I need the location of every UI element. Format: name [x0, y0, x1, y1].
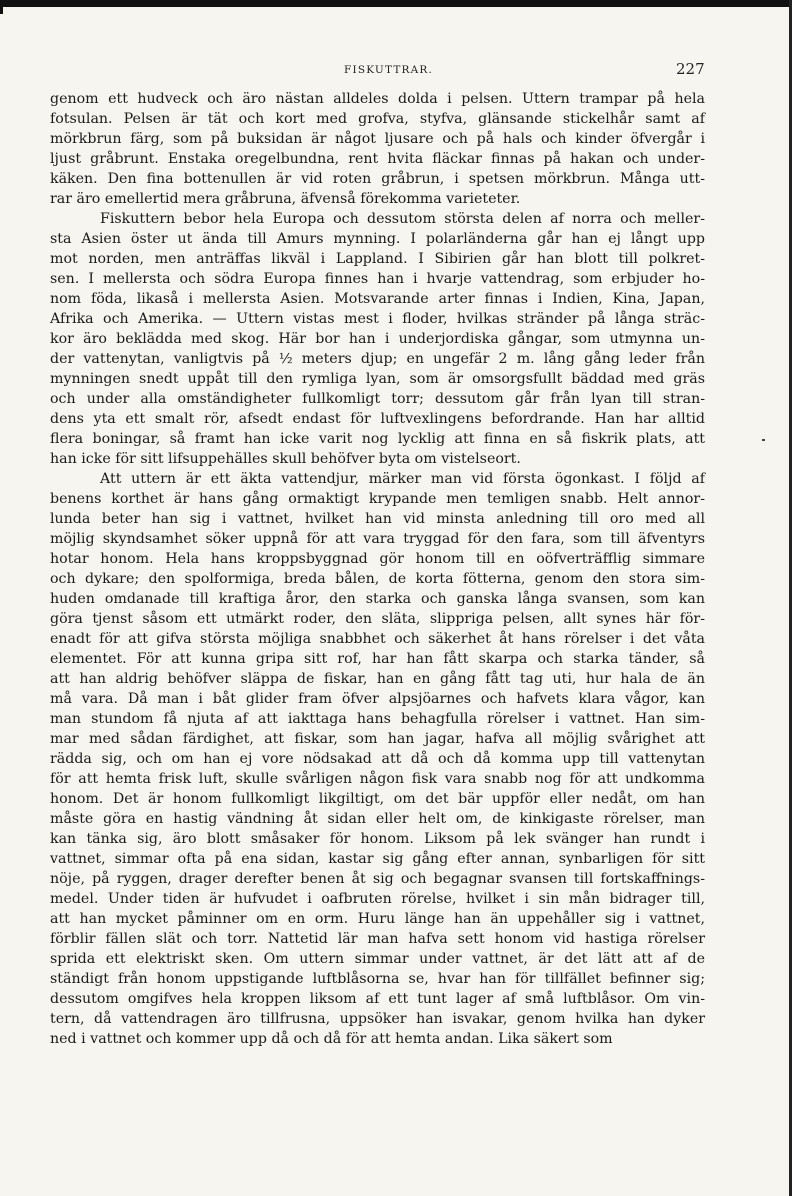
- paragraph-1-line: ljust gråbrunt. Enstaka oregelbundna, rent hvita fläckar finnas på hakan och under-: [50, 151, 705, 167]
- paragraph-2-line: sen. I mellersta och södra Europa finnes han i hvarje vattendrag, som erbjuder ho-: [50, 271, 705, 287]
- paragraph-1-line: genom ett hudveck och äro nästan alldeles dolda i pelsen. Uttern trampar på hela: [50, 91, 705, 107]
- paragraph-2-line: sta Asien öster ut ända till Amurs mynning. I polarländerna går han ej långt upp: [50, 231, 705, 247]
- page-number: 227: [676, 60, 705, 78]
- paragraph-3-line: ständigt från honom uppstigande luftblåsorna se, hvar han för tillfället befinner sig;: [50, 971, 705, 987]
- paragraph-1-line: rar äro emellertid mera gråbruna, äfvenså förekomma varieteter.: [50, 191, 521, 207]
- paragraph-3-line: måste göra en hastig vändning åt sidan eller helt om, de kinkigaste rörelser, man: [50, 811, 705, 827]
- body-text: [50, 89, 705, 1049]
- paragraph-3-line: rädda sig, och om han ej vore nödsakad att då och då komma upp till vattenytan: [50, 751, 705, 767]
- paragraph-3-line: möjlig skyndsamhet söker uppnå för att vara tryggad för den fara, som till äfventyrs: [50, 531, 705, 547]
- paragraph-2-line: der vattenytan, vanligtvis på ½ meters djup; en ungefär 2 m. lång gång leder från: [50, 351, 705, 367]
- paragraph-3-line: elementet. För att kunna gripa sitt rof, har han fått skarpa och starka tänder, så: [50, 651, 705, 667]
- paragraph-3-line: huden omdanade till kraftiga åror, den starka och ganska långa svansen, som kan: [50, 591, 705, 607]
- paragraph-2-line: han icke för sitt lifsuppehälles skull behöfver byta om vistelseort.: [50, 451, 521, 467]
- paragraph-1-line: mörkbrun färg, som på buksidan är något ljusare och på hals och kinder öfvergår i: [50, 131, 705, 147]
- paragraph-3-line: medel. Under tiden är hufvudet i oafbruten rörelse, hvilket i sin mån bidrager till,: [50, 891, 705, 907]
- paragraph-3-line: dessutom omgifves hela kroppen liksom af ett tunt lager af små luftblåsor. Om vin-: [50, 991, 705, 1007]
- paragraph-3-line: Att uttern är ett äkta vattendjur, märker man vid första ögonkast. I följd af: [100, 471, 705, 487]
- paragraph-3-line: vattnet, simmar ofta på ena sidan, kastar sig gång efter annan, synbarligen för sitt: [50, 851, 705, 867]
- paragraph-3-line: enadt för att gifva största möjliga snabbhet och säkerhet åt hans rörelser i det våta: [50, 631, 705, 647]
- margin-speck: [762, 439, 765, 441]
- paragraph-3-line: nöje, på ryggen, drager derefter benen åt sig och begagnar svansen till fortskaffnings-: [50, 871, 705, 887]
- scan-top-border: [0, 0, 792, 7]
- paragraph-2-line: och under alla omständigheter fullkomligt torr; dessutom går från lyan till stran-: [50, 391, 705, 407]
- running-head: [0, 60, 792, 84]
- paragraph-2-line: mot norden, men anträffas likväl i Lappland. I Sibirien går han blott till polkret-: [50, 251, 705, 267]
- paragraph-2-line: nom föda, likaså i mellersta Asien. Motsvarande arter finnas i Indien, Kina, Japan,: [50, 291, 705, 307]
- paragraph-3-line: göra tjenst såsom ett utmärkt roder, den släta, slippriga pelsen, allt synes här för-: [50, 611, 705, 627]
- paragraph-3-line: tern, då vattendragen äro tillfrusna, uppsöker han isvakar, genom hvilka han dyker: [50, 1011, 705, 1027]
- paragraph-3-line: för att hemta frisk luft, skulle svårligen någon fisk vara snabb nog för att undkomma: [50, 771, 705, 787]
- paragraph-3-line: ned i vattnet och kommer upp då och då för att hemta andan. Lika säkert som: [50, 1031, 613, 1047]
- paragraph-3-line: honom. Det är honom fullkomligt likgiltigt, om det bär uppför eller nedåt, om han: [50, 791, 705, 807]
- running-head-title: FISKUTTRAR.: [344, 64, 434, 76]
- paragraph-3-line: man stundom få njuta af att iakttaga hans behagfulla rörelser i vattnet. Han sim-: [50, 711, 705, 727]
- paragraph-3-line: hotar honom. Hela hans kroppsbyggnad gör honom till en oöfverträfflig simmare: [50, 551, 705, 567]
- paragraph-2-line: kor äro beklädda med skog. Här bor han i underjordiska gångar, som utmynna un-: [50, 331, 705, 347]
- paragraph-2-line: flera boningar, så framt han icke varit nog lycklig att finna en så fiskrik plats, att: [50, 431, 705, 447]
- paragraph-2-line: dens yta ett smalt rör, afsedt endast för luftvexlingens befordrande. Han har alltid: [50, 411, 705, 427]
- paragraph-2-line: Fiskuttern bebor hela Europa och dessutom största delen af norra och meller-: [100, 211, 705, 227]
- paragraph-3-line: må vara. Då man i båt glider fram öfver alpsjöarnes och hafvets klara vågor, kan: [50, 691, 705, 707]
- paragraph-3-line: och dykare; den spolformiga, breda bålen, de korta fötterna, genom den stora sim-: [50, 571, 705, 587]
- paragraph-3-line: sprida ett elektriskt sken. Om uttern simmar under vattnet, är det lätt att af de: [50, 951, 705, 967]
- paragraph-2-line: mynningen snedt uppåt till den rymliga lyan, som är omsorgsfullt bäddad med gräs: [50, 371, 705, 387]
- paragraph-3-line: att han mycket påminner om en orm. Huru länge han än uppehåller sig i vattnet,: [50, 911, 705, 927]
- paragraph-3-line: lunda beter han sig i vattnet, hvilket han vid minsta anledning till oro med all: [50, 511, 705, 527]
- paragraph-3-line: förblir fällen slät och torr. Nattetid lär man hafva sett honom vid hastiga rörelser: [50, 931, 705, 947]
- paragraph-3-line: mar med sådan färdighet, att fiskar, som han jagar, hafva all möjlig svårighet att: [50, 731, 705, 747]
- paragraph-2-line: Afrika och Amerika. — Uttern vistas mest i floder, hvilkas stränder på långa sträc-: [50, 311, 705, 327]
- paragraph-3-line: benens korthet är hans gång ormaktigt krypande men temligen snabb. Helt annor-: [50, 491, 705, 507]
- paragraph-1-line: fotsulan. Pelsen är tät och kort med grofva, styfva, glänsande stickelhår samt af: [50, 111, 705, 127]
- paragraph-1-line: käken. Den fina bottenullen är vid roten gråbrun, i spetsen mörkbrun. Många utt-: [50, 171, 705, 187]
- paragraph-3-line: att han aldrig behöfver släppa de fiskar, han en gång fått tag uti, hur hala de än: [50, 671, 705, 687]
- paragraph-3-line: kan tänka sig, äro blott småsaker för honom. Liksom på lek svänger han rundt i: [50, 831, 705, 847]
- scan-corner-mark: [0, 0, 14, 14]
